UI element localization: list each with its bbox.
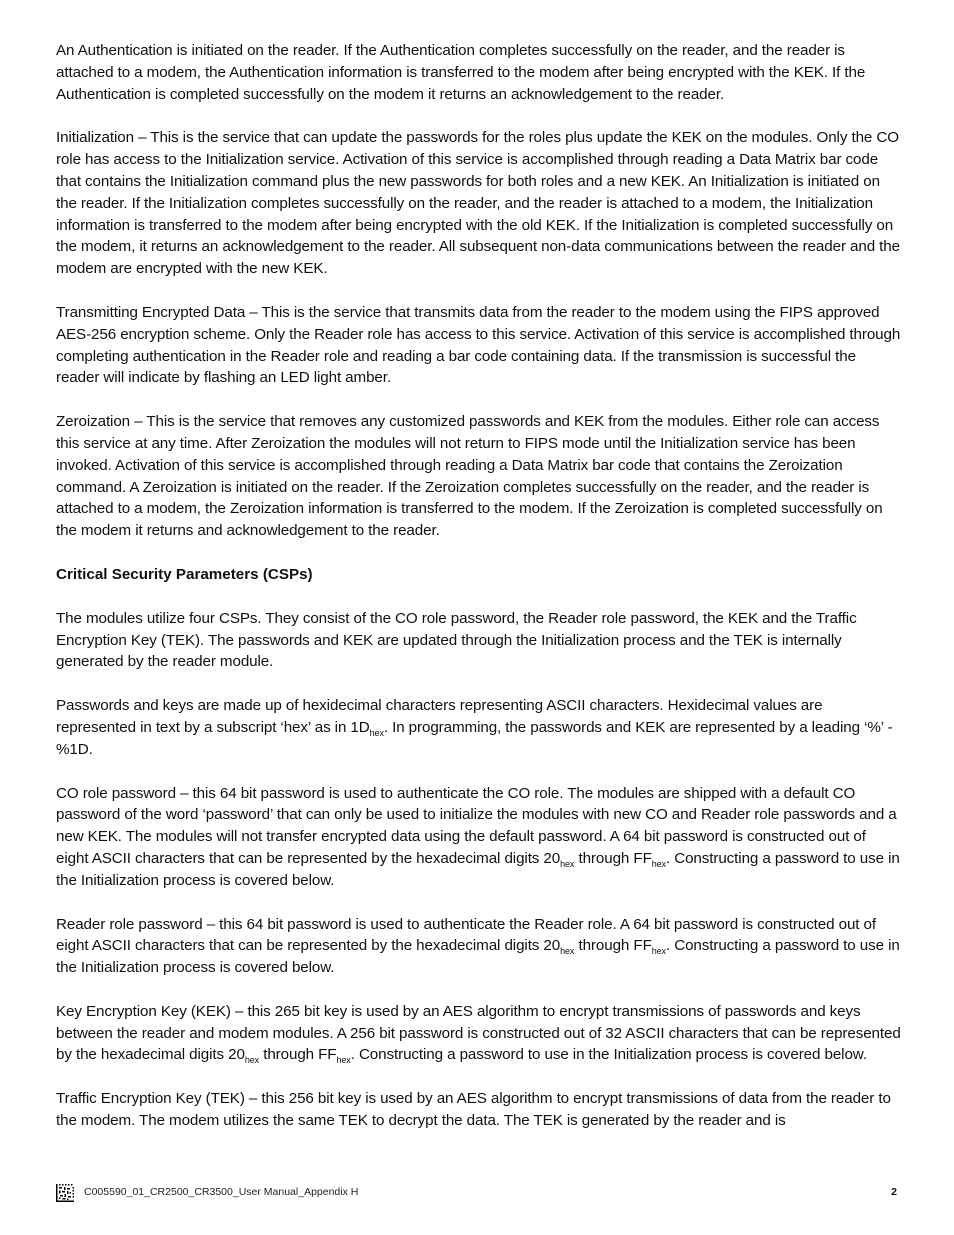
text-run: Reader role password – this 64 bit password is used to authenticate the Reader role. A 64 bit password is constructed out of eight ASCII characters that can be represented by the hexadecimal digits 20: [56, 915, 877, 955]
subscript: hex: [336, 1055, 351, 1066]
paragraph: [56, 914, 901, 979]
text-run: Traffic Encryption Key (TEK) – this 256 bit key is used by an AES algorithm to encrypt transmissions of data from the reader to the modem. The modem utilizes the same TEK to decrypt the data. The TEK is generated by the reader and is: [56, 1090, 891, 1130]
text-run: Critical Security Parameters (CSPs): [56, 565, 313, 583]
paragraph: [56, 1001, 901, 1066]
text-run: Transmitting Encrypted Data – This is the service that transmits data from the reader to the modem using the FIPS approved AES-256 encryption scheme. Only the Reader role has access to this service. Activation of this service is accomplished through completing authentication in the Reader role and reading a bar code containing data. If the transmission is successful the reader will indicate by flashing an LED light amber.: [56, 303, 901, 387]
paragraph: [56, 783, 901, 892]
text-run: . In programming, the passwords and KEK are represented by a leading ‘%’ - %1D.: [56, 718, 893, 758]
text-run: Zeroization – This is the service that removes any customized passwords and KEK from the modules. Either role can access this service at any time. After Zeroization the modules will not return to FIPS mode until the Initialization service has been invoked. Activation of this service is accomplished through reading a Data Matrix bar code that contains the Zeroization command. A Zeroization is initiated on the reader. If the Zeroization completes successfully on the reader, and the reader is attached to a modem, the Zeroization information is transferred to the modem. If the Zeroization is completed successfully on the modem it returns and acknowledgement to the reader.: [56, 413, 883, 540]
text-run: The modules utilize four CSPs. They consist of the CO role password, the Reader role password, the KEK and the Traffic Encryption Key (TEK). The passwords and KEK are updated through the Initialization process and the TEK is internally generated by the reader module.: [56, 609, 857, 671]
subscript: hex: [651, 858, 666, 869]
paragraph: [56, 608, 901, 673]
text-run: through FF: [574, 937, 652, 955]
paragraph: [56, 302, 901, 389]
text-run: CO role password – this 64 bit password is used to authenticate the CO role. The modules are shipped with a default CO password of the word ‘password’ that can only be used to initialize the modules with new CO and Reader role passwords and a new KEK. The modules will not transfer encrypted data using the default password. A 64 bit password is constructed out of eight ASCII characters that can be represented by the hexadecimal digits 20: [56, 784, 897, 867]
text-run: through FF: [574, 849, 652, 867]
text-run: through FF: [259, 1046, 337, 1064]
text-run: Key Encryption Key (KEK) – this 265 bit key is used by an AES algorithm to encrypt transmissions of passwords and keys between the reader and modem modules. A 256 bit password is constructed out of 32 ASCII characters that can be represented by the hexadecimal digits 20: [56, 1002, 901, 1064]
subscript: hex: [369, 727, 384, 738]
text-run: . Constructing a password to use in the Initialization process is covered below.: [56, 937, 900, 977]
text-run: . Constructing a password to use in the Initialization process is covered below.: [56, 849, 900, 889]
paragraph: [56, 695, 901, 760]
subscript: hex: [651, 946, 666, 957]
subscript: hex: [560, 858, 575, 869]
document-body: [56, 40, 901, 1154]
text-run: An Authentication is initiated on the reader. If the Authentication completes successfully on the reader, and the reader is attached to a modem, the Authentication information is transferred to the modem after being encrypted with the KEK. If the Authentication is completed successfully on the modem it returns an acknowledgement to the reader.: [56, 42, 866, 103]
document-name: C005590_01_CR2500_CR3500_User Manual_Appendix H: [84, 1186, 359, 1198]
subscript: hex: [244, 1055, 260, 1066]
paragraph: [56, 40, 901, 105]
paragraph: [56, 127, 901, 280]
paragraph: [56, 1088, 901, 1132]
text-run: Passwords and keys are made up of hexidecimal characters representing ASCII characters. Hexidecimal values are represented in text by a subscript ‘hex’ as in 1D: [56, 697, 823, 736]
paragraph: [56, 411, 901, 542]
page-number: 2: [891, 1186, 897, 1198]
data-matrix-icon: [56, 1184, 74, 1202]
text-run: . Constructing a password to use in the Initialization process is covered below.: [350, 1046, 867, 1064]
page-footer: [56, 1184, 901, 1206]
subscript: hex: [560, 946, 575, 957]
section-heading: [56, 564, 901, 586]
text-run: Initialization – This is the service that can update the passwords for the roles plus update the KEK on the modules. Only the CO role has access to the Initialization service. Activation of this service is accomplished through reading a Data Matrix bar code that contains the Initialization command plus the new passwords for both roles and a new KEK. An Initialization is initiated on the reader. If the Initialization completes successfully on the reader, and the reader is attached to a modem, the Initialization information is transferred to the modem after being encrypted with the old KEK. If the Initialization is completed successfully on the modem, it returns an acknowledgement to the reader. All subsequent non-data communications between the reader and the modem are encrypted with the new KEK.: [56, 129, 900, 278]
